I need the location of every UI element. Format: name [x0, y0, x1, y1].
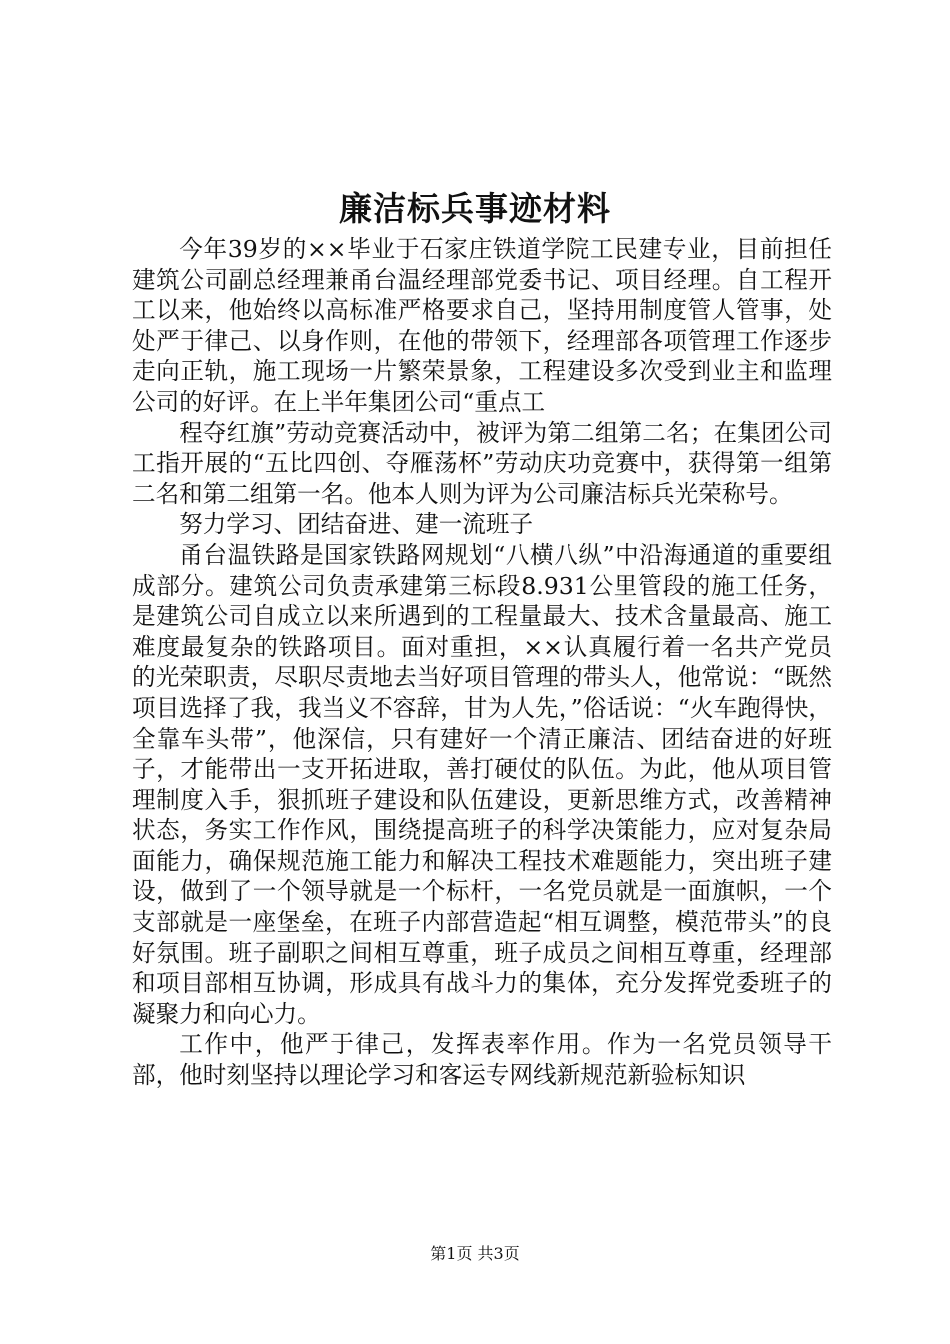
paragraph-awards: 程夺红旗”劳动竞赛活动中，被评为第二组第二名；在集团公司工指开展的“五比四创、夺雁荡杯”劳动庆功竞赛中，获得第一组第二名和第二组第一名。他本人则为评为公司廉洁标兵光荣称号。 [132, 418, 832, 508]
page-footer: 第1页 共3页 [430, 1244, 520, 1263]
paragraph-team-building: 甬台温铁路是国家铁路网规划“八横八纵”中沿海通道的重要组成部分。建筑公司负责承建第三标段8.931公里管段的施工任务，是建筑公司自成立以来所遇到的工程量最大、技术含量最高、施工难度最复杂的铁路项目。面对重担，××认真履行着一名共产党员的光荣职责，尽职尽责地去当好项目管理的带头人，他常说：“既然项目选择了我，我当义不容辞，甘为人先，”俗话说：“火车跑得快，全靠车头带”，他深信，只有建好一个清正廉洁、团结奋进的好班子，才能带出一支开拓进取，善打硬仗的队伍。为此，他从项目管理制度入手，狠抓班子建设和队伍建设，更新思维方式，改善精神状态，务实工作作风，围绕提高班子的科学决策能力，应对复杂局面能力，确保规范施工能力和解决工程技术难题能力，突出班子建设，做到了一个领导就是一个标杆，一名党员就是一面旗帜，一个支部就是一座堡垒，在班子内部营造起“相互调整，模范带头”的良好氛围。班子副职之间相互尊重，班子成员之间相互尊重，经理部和项目部相互协调，形成具有战斗力的集体，充分发挥党委班子的凝聚力和向心力。 [132, 540, 832, 1028]
document-body [132, 234, 832, 1091]
paragraph-work: 工作中，他严于律己，发挥表率作用。作为一名党员领导干部，他时刻坚持以理论学习和客运专网线新规范新验标知识 [132, 1030, 832, 1090]
page-title: 廉洁标兵事迹材料 [339, 189, 611, 228]
paragraph-intro: 今年39岁的××毕业于石家庄铁道学院工民建专业，目前担任建筑公司副总经理兼甬台温经理部党委书记、项目经理。自工程开工以来，他始终以高标准严格要求自己，坚持用制度管人管事，处处严于律己、以身作则，在他的带领下，经理部各项管理工作逐步走向正轨，施工现场一片繁荣景象，工程建设多次受到业主和监理公司的好评。在上半年集团公司“重点工 [132, 235, 832, 416]
section-heading: 努力学习、团结奋进、建一流班子 [179, 510, 534, 539]
